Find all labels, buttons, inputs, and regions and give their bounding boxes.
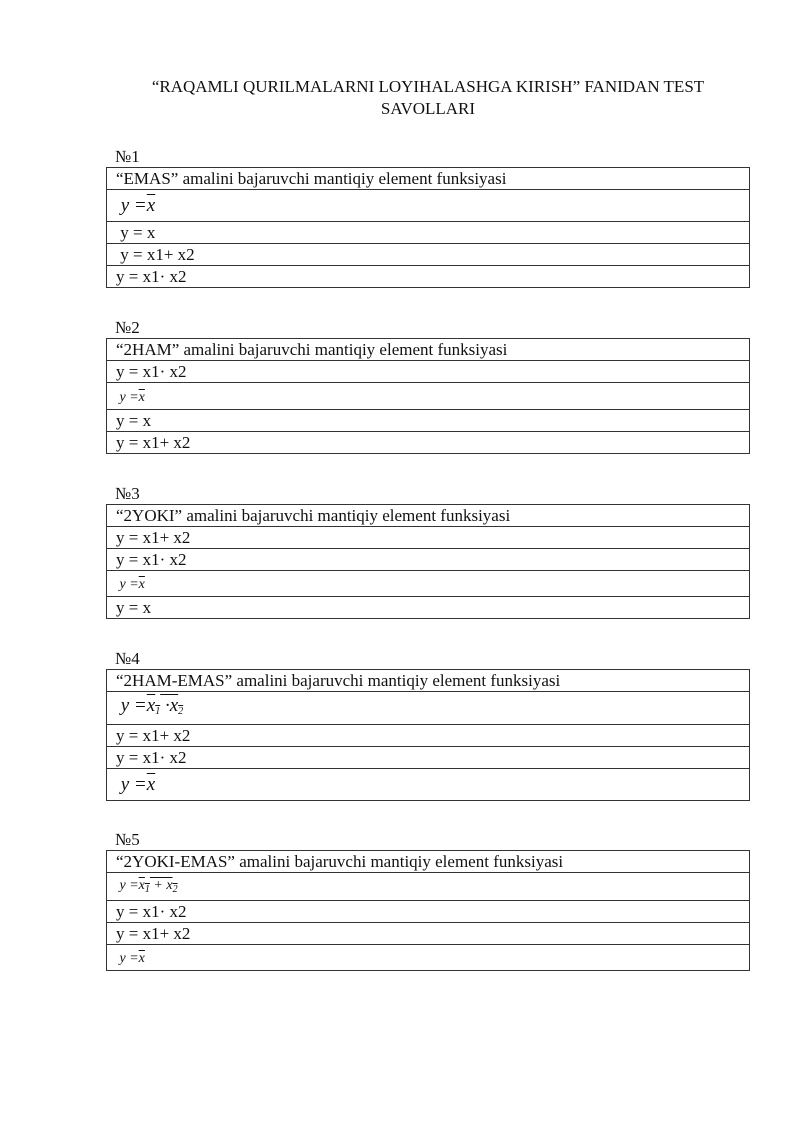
answer-option: y = x1+ x2: [107, 432, 750, 454]
question-number: №5: [115, 830, 140, 849]
question-1: [106, 147, 750, 288]
answer-formula: $y =\overline{x}$: [120, 195, 156, 216]
question-table: [106, 504, 750, 619]
answer-option: y = x: [107, 410, 750, 432]
answer-option: [107, 190, 750, 222]
answer-option: y = x1+ x2: [107, 527, 750, 549]
question-text: “2HAM-EMAS” amalini bajaruvchi mantiqiy element funksiyasi: [107, 670, 750, 692]
answer-formula: $y =\overline{x}$: [119, 951, 145, 966]
answer-option: y = x1· x2: [107, 901, 750, 923]
question-2: [106, 318, 750, 454]
answer-option: y = x1· x2: [107, 361, 750, 383]
question-text: “EMAS” amalini bajaruvchi mantiqiy element funksiyasi: [107, 168, 750, 190]
answer-formula: $y =\overline{x}$: [119, 577, 145, 592]
question-table: [106, 338, 750, 454]
answer-option: y = x: [107, 597, 750, 619]
answer-option: [107, 383, 750, 410]
answer-option: y = x1+ x2: [107, 244, 750, 266]
question-table: [106, 850, 750, 971]
answer-option: [107, 769, 750, 801]
answer-option: y = x: [107, 222, 750, 244]
question-text: “2YOKI-EMAS” amalini bajaruvchi mantiqiy element funksiyasi: [107, 851, 750, 873]
question-table: [106, 167, 750, 288]
title-line-2: SAVOLLARI: [380, 99, 476, 118]
question-number: №2: [115, 318, 140, 337]
title-line-1: “RAQAMLI QURILMALARNI LOYIHALASHGA KIRISH” FANIDAN TEST: [151, 77, 705, 96]
question-text: “2YOKI” amalini bajaruvchi mantiqiy element funksiyasi: [107, 505, 750, 527]
answer-option: [107, 945, 750, 971]
question-text: “2HAM” amalini bajaruvchi mantiqiy element funksiyasi: [107, 339, 750, 361]
question-number: №4: [115, 649, 140, 668]
answer-option: y = x1· x2: [107, 266, 750, 288]
document-title: [100, 76, 756, 120]
answer-formula: $y =x_1 + x_2$: [119, 878, 178, 895]
answer-option: y = x1· x2: [107, 747, 750, 769]
answer-option: [107, 692, 750, 725]
answer-option: [107, 873, 750, 901]
question-number: №3: [115, 484, 140, 503]
answer-formula: $y =x_1 \cdot x_2$: [120, 694, 184, 717]
answer-formula: $y =\overline{x}$: [120, 774, 156, 795]
question-table: [106, 669, 750, 801]
answer-option: [107, 571, 750, 597]
question-number: №1: [115, 147, 140, 166]
question-4: [106, 649, 750, 801]
answer-option: y = x1+ x2: [107, 725, 750, 747]
question-5: [106, 830, 750, 971]
answer-formula: $y =\overline{x}$: [119, 389, 145, 405]
answer-option: y = x1+ x2: [107, 923, 750, 945]
question-3: [106, 484, 750, 619]
answer-option: y = x1· x2: [107, 549, 750, 571]
